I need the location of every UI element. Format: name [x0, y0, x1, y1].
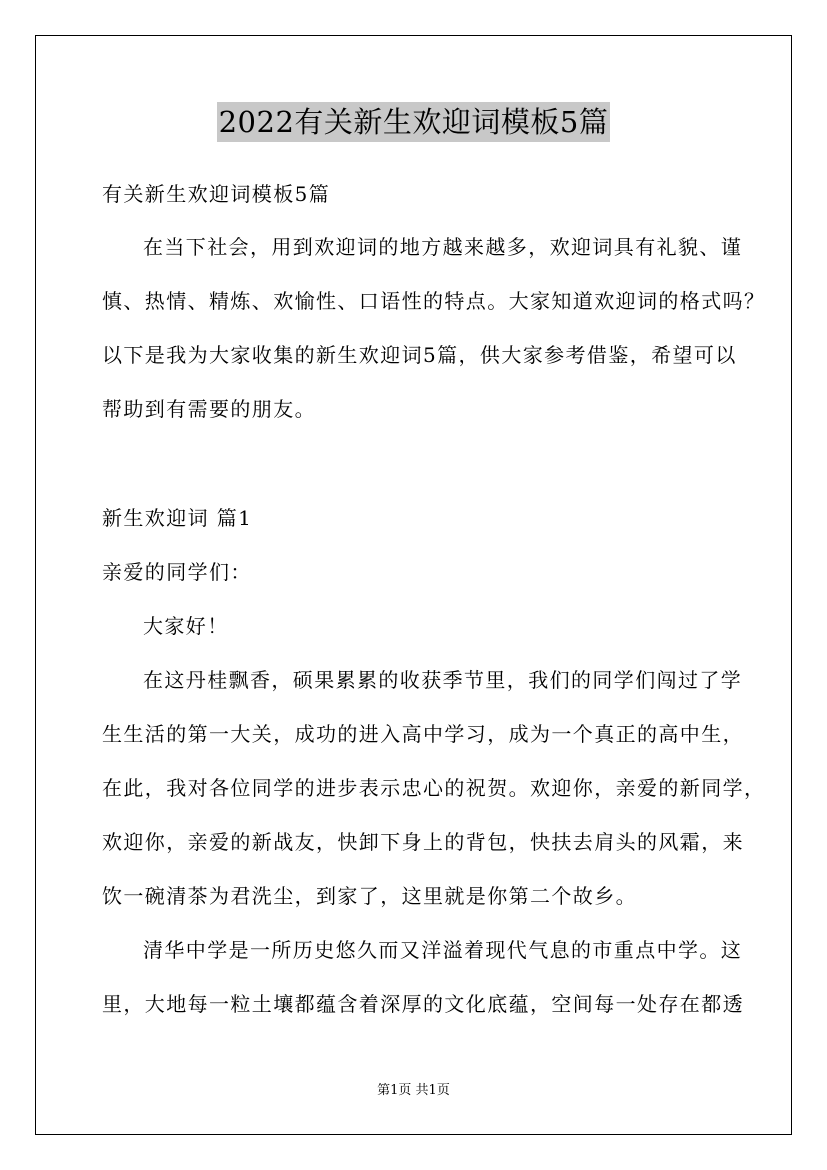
- paragraph-line: 饮一碗清茶为君洗尘，到家了，这里就是你第二个故乡。: [102, 884, 637, 908]
- paragraph-line: 在此，我对各位同学的进步表示忠心的祝贺。欢迎你，亲爱的新同学，: [102, 776, 766, 800]
- intro-line: 帮助到有需要的朋友。: [102, 397, 316, 421]
- paragraph-line: 里，大地每一粒土壤都蕴含着深厚的文化底蕴，空间每一处存在都透: [102, 992, 744, 1016]
- document-title: 2022有关新生欢迎词模板5篇: [217, 102, 611, 142]
- page-footer: 第1页 共1页: [377, 1083, 450, 1098]
- intro-line: 在当下社会，用到欢迎词的地方越来越多，欢迎词具有礼貌、谨: [143, 235, 743, 259]
- title-container: [0, 102, 827, 142]
- paragraph-line: 清华中学是一所历史悠久而又洋溢着现代气息的市重点中学。这: [143, 938, 743, 962]
- intro-line: 以下是我为大家收集的新生欢迎词5篇，供大家参考借鉴，希望可以: [102, 343, 737, 367]
- subtitle: 有关新生欢迎词模板5篇: [102, 182, 331, 206]
- intro-line: 慎、热情、精炼、欢愉性、口语性的特点。大家知道欢迎词的格式吗？: [102, 289, 766, 313]
- section-heading: 新生欢迎词 篇1: [102, 506, 253, 530]
- paragraph-line: 欢迎你，亲爱的新战友，快卸下身上的背包，快扶去肩头的风霜，来: [102, 830, 744, 854]
- salutation: 亲爱的同学们：: [102, 560, 252, 584]
- greeting: 大家好！: [143, 614, 229, 638]
- paragraph-line: 生生活的第一大关，成功的进入高中学习，成为一个真正的高中生，: [102, 722, 744, 746]
- paragraph-line: 在这丹桂飘香，硕果累累的收获季节里，我们的同学们闯过了学: [143, 668, 743, 692]
